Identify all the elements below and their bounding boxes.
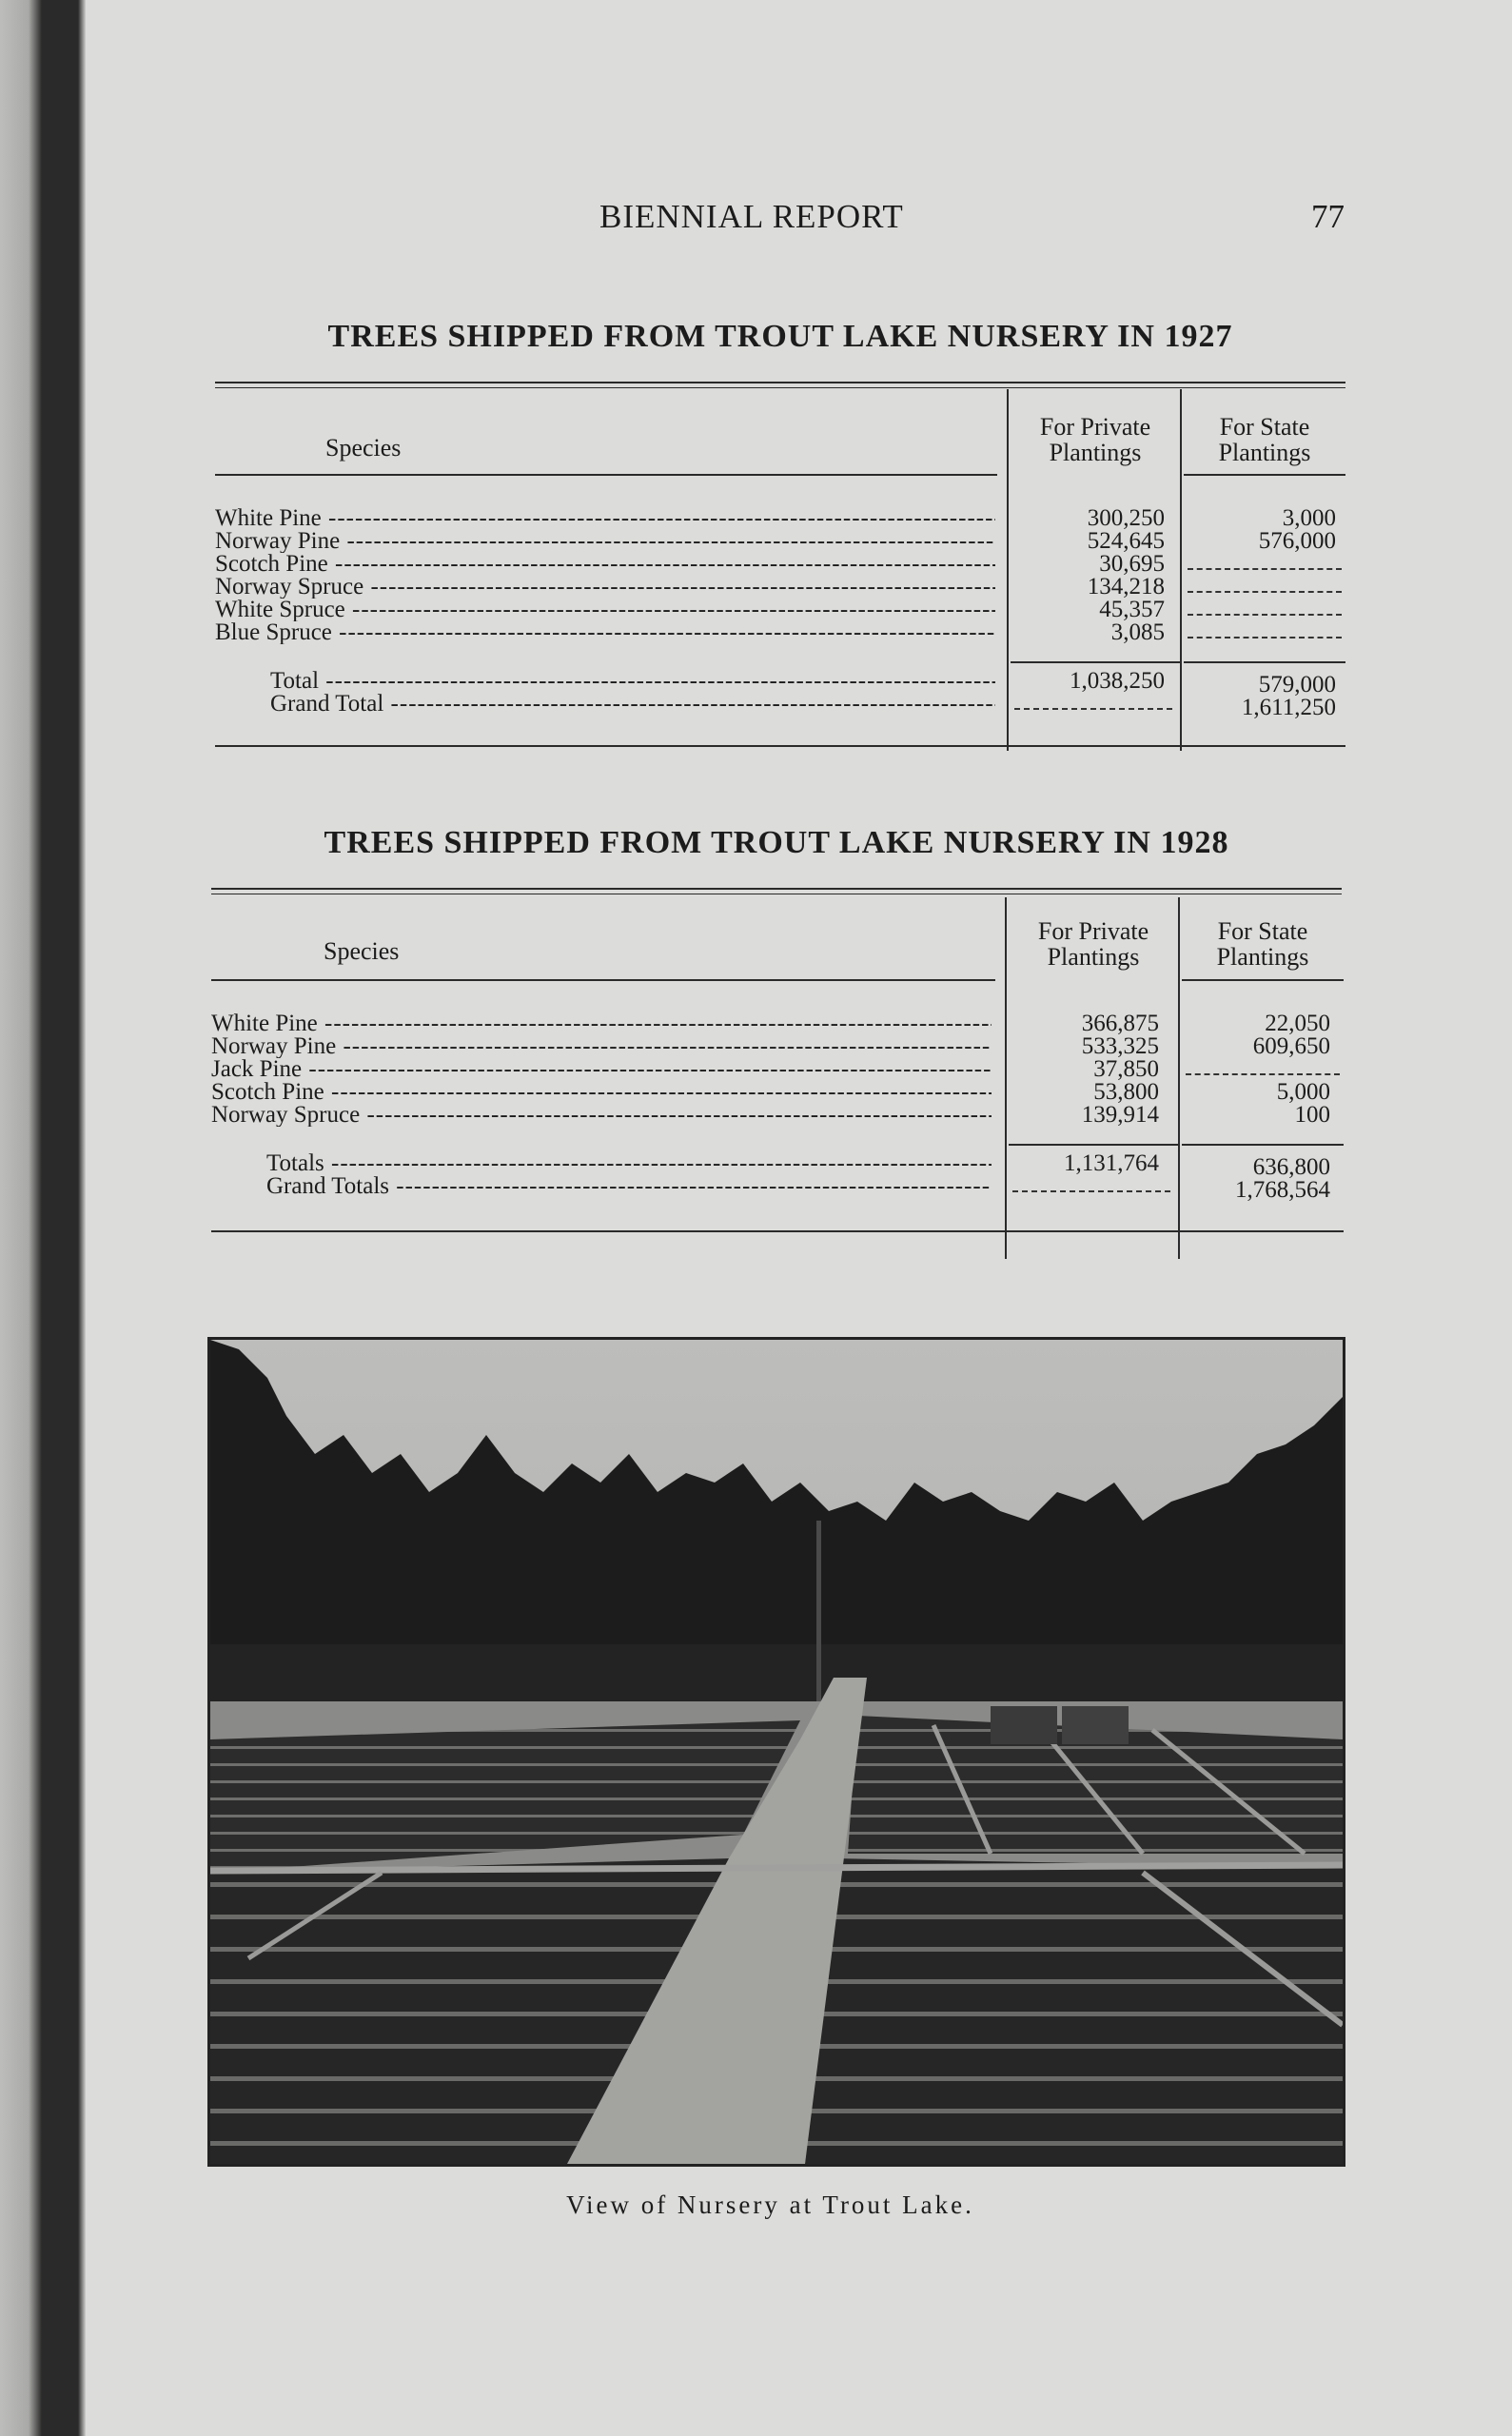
table-row: White Pine ----- 366,875 22,050 bbox=[211, 1012, 1342, 1035]
total-row: Totals ----- 1,131,764 636,800 bbox=[211, 1152, 1342, 1175]
species-header: Species bbox=[324, 937, 400, 965]
table-1927 bbox=[215, 319, 1345, 756]
page-number: 77 bbox=[1311, 198, 1345, 235]
photo-caption: View of Nursery at Trout Lake. bbox=[566, 2190, 974, 2219]
table-row: Norway Spruce ----- 139,914 100 bbox=[211, 1104, 1342, 1127]
grand-total-row: Grand Total ----- 1,611,250 bbox=[215, 693, 1345, 716]
table-title: TREES SHIPPED FROM TROUT LAKE NURSERY IN 1927 bbox=[327, 319, 1233, 354]
nursery-photo bbox=[207, 1337, 1345, 2167]
grand-total-row: Grand Totals ----- 1,768,564 bbox=[211, 1175, 1342, 1198]
book-spine-shadow bbox=[0, 0, 86, 2436]
table-row: Jack Pine ----- 37,850 bbox=[211, 1058, 1342, 1081]
table-row: Norway Pine ----- 533,325 609,650 bbox=[211, 1035, 1342, 1058]
table-row: Norway Spruce ----- 134,218 bbox=[215, 576, 1345, 599]
table-row: White Spruce ----- 45,357 bbox=[215, 599, 1345, 621]
table-title: TREES SHIPPED FROM TROUT LAKE NURSERY IN 1928 bbox=[324, 825, 1229, 860]
table-row: Scotch Pine ----- 53,800 5,000 bbox=[211, 1081, 1342, 1104]
state-header: For State Plantings bbox=[1218, 413, 1311, 466]
private-header: For Private Plantings bbox=[1039, 413, 1151, 466]
state-header: For State Plantings bbox=[1216, 917, 1309, 971]
table-1928 bbox=[211, 825, 1342, 1263]
table-row: Norway Pine ----- 524,645 576,000 bbox=[215, 530, 1345, 553]
nursery-photo-drawing bbox=[210, 1340, 1343, 2164]
page-header bbox=[0, 198, 1512, 240]
running-head: BIENNIAL REPORT bbox=[599, 198, 904, 235]
table-row: White Pine ----- 300,250 3,000 bbox=[215, 507, 1345, 530]
species-header: Species bbox=[325, 434, 402, 462]
private-header: For Private Plantings bbox=[1037, 917, 1149, 971]
table-row: Blue Spruce ----- 3,085 bbox=[215, 621, 1345, 644]
table-row: Scotch Pine ----- 30,695 bbox=[215, 553, 1345, 576]
total-row: Total ----- 1,038,250 579,000 bbox=[215, 670, 1345, 693]
